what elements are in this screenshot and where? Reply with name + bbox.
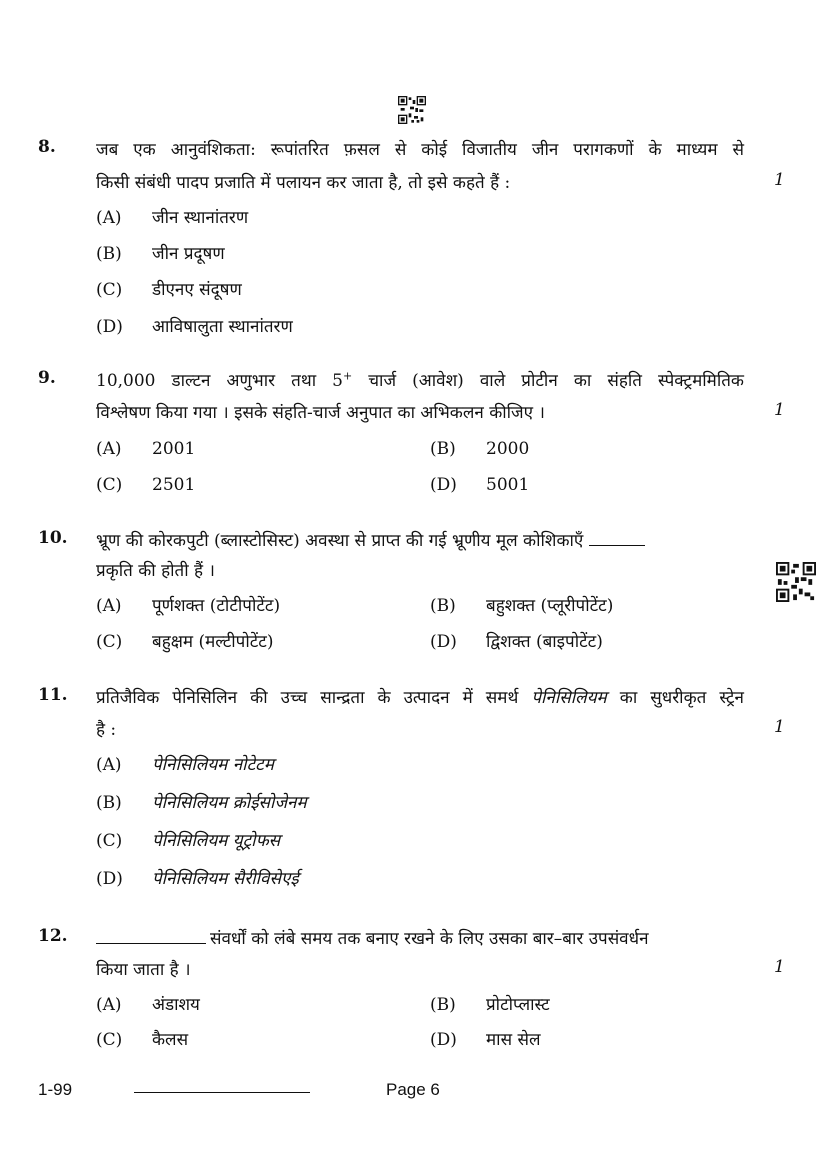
question-9-number: 9. bbox=[38, 368, 56, 388]
question-9-marks: 1 bbox=[774, 400, 785, 420]
paper-code: 1-99 bbox=[38, 1080, 73, 1099]
question-8-option-d: (D) आविषालुता स्थानांतरण bbox=[96, 317, 293, 337]
page-number: Page 6 bbox=[386, 1080, 440, 1099]
fill-in-blank bbox=[589, 545, 645, 546]
question-8-option-c: (C) डीएनए संदूषण bbox=[96, 280, 242, 300]
question-10-option-d: (D) द्विशक्त (बाइपोटेंट) bbox=[430, 632, 603, 652]
question-11-text-line1: प्रतिजैविक पेनिसिलिन की उच्च सान्द्रता के उत्पादन में समर्थ पेनिसिलियम का सुधरीकृत स्ट्रेन bbox=[96, 688, 744, 708]
question-11-option-b: (B) पेनिसिलियम क्रोईसोजेनम bbox=[96, 793, 307, 813]
question-9-option-c: (C) 2501 bbox=[96, 475, 196, 495]
question-9-option-a: (A) 2001 bbox=[96, 439, 196, 459]
question-11-option-d: (D) पेनिसिलियम सैरीविसेएई bbox=[96, 869, 299, 889]
question-10-text-line1: भ्रूण की कोरकपुटी (ब्लास्टोसिस्ट) अवस्था से प्राप्त की गई भ्रूणीय मूल कोशिकाएँ bbox=[96, 528, 744, 551]
question-12-text-line2: किया जाता है । bbox=[96, 960, 191, 980]
fill-in-blank bbox=[96, 943, 206, 944]
question-12-option-a: (A) अंडाशय bbox=[96, 995, 200, 1015]
question-8-option-b: (B) जीन प्रदूषण bbox=[96, 244, 225, 264]
question-12-option-b: (B) प्रोटोप्लास्ट bbox=[430, 995, 550, 1015]
question-11-text-line2: है : bbox=[96, 720, 117, 740]
question-9-option-d: (D) 5001 bbox=[430, 475, 530, 495]
question-11-marks: 1 bbox=[774, 717, 785, 737]
question-11-option-c: (C) पेनिसिलियम यूट्रोफस bbox=[96, 831, 281, 851]
question-8-marks: 1 bbox=[774, 170, 785, 190]
question-12-number: 12. bbox=[38, 926, 68, 946]
question-8-option-a: (A) जीन स्थानांतरण bbox=[96, 208, 249, 228]
question-10-number: 10. bbox=[38, 528, 68, 548]
qr-code-icon bbox=[776, 562, 816, 602]
question-12-text-line1: संवर्धों को लंबे समय तक बनाए रखने के लिए उसका बार–बार उपसंवर्धन bbox=[96, 926, 744, 949]
question-9-text-line2: विश्लेषण किया गया । इसके संहति-चार्ज अनुपात का अभिकलन कीजिए । bbox=[96, 403, 545, 423]
question-11-number: 11. bbox=[38, 685, 68, 705]
question-10-option-a: (A) पूर्णशक्त (टोटीपोटेंट) bbox=[96, 596, 281, 616]
qr-code-icon bbox=[398, 96, 426, 124]
question-11-option-a: (A) पेनिसिलियम नोटेटम bbox=[96, 755, 274, 775]
question-8-text-line1: जब एक आनुवंशिकता: रूपांतरित फ़सल से कोई विजातीय जीन परागकणों के माध्यम से bbox=[96, 140, 744, 160]
footer-divider bbox=[134, 1092, 310, 1093]
question-8-number: 8. bbox=[38, 137, 56, 157]
question-12-marks: 1 bbox=[774, 957, 785, 977]
question-10-option-b: (B) बहुशक्त (प्लूरीपोटेंट) bbox=[430, 596, 614, 616]
question-9-option-b: (B) 2000 bbox=[430, 439, 530, 459]
question-10-option-c: (C) बहुक्षम (मल्टीपोटेंट) bbox=[96, 632, 274, 652]
question-10-text-line2: प्रकृति की होती हैं । bbox=[96, 561, 215, 581]
question-9-text-line1: 10,000 डाल्टन अणुभार तथा 5+ चार्ज (आवेश) वाले प्रोटीन का संहति स्पेक्ट्रममितिक bbox=[96, 369, 744, 391]
question-8-text-line2: किसी संबंधी पादप प्रजाति में पलायन कर जाता है, तो इसे कहते हैं : bbox=[96, 173, 511, 193]
question-12-option-d: (D) मास सेल bbox=[430, 1030, 541, 1050]
question-12-option-c: (C) कैलस bbox=[96, 1030, 189, 1050]
